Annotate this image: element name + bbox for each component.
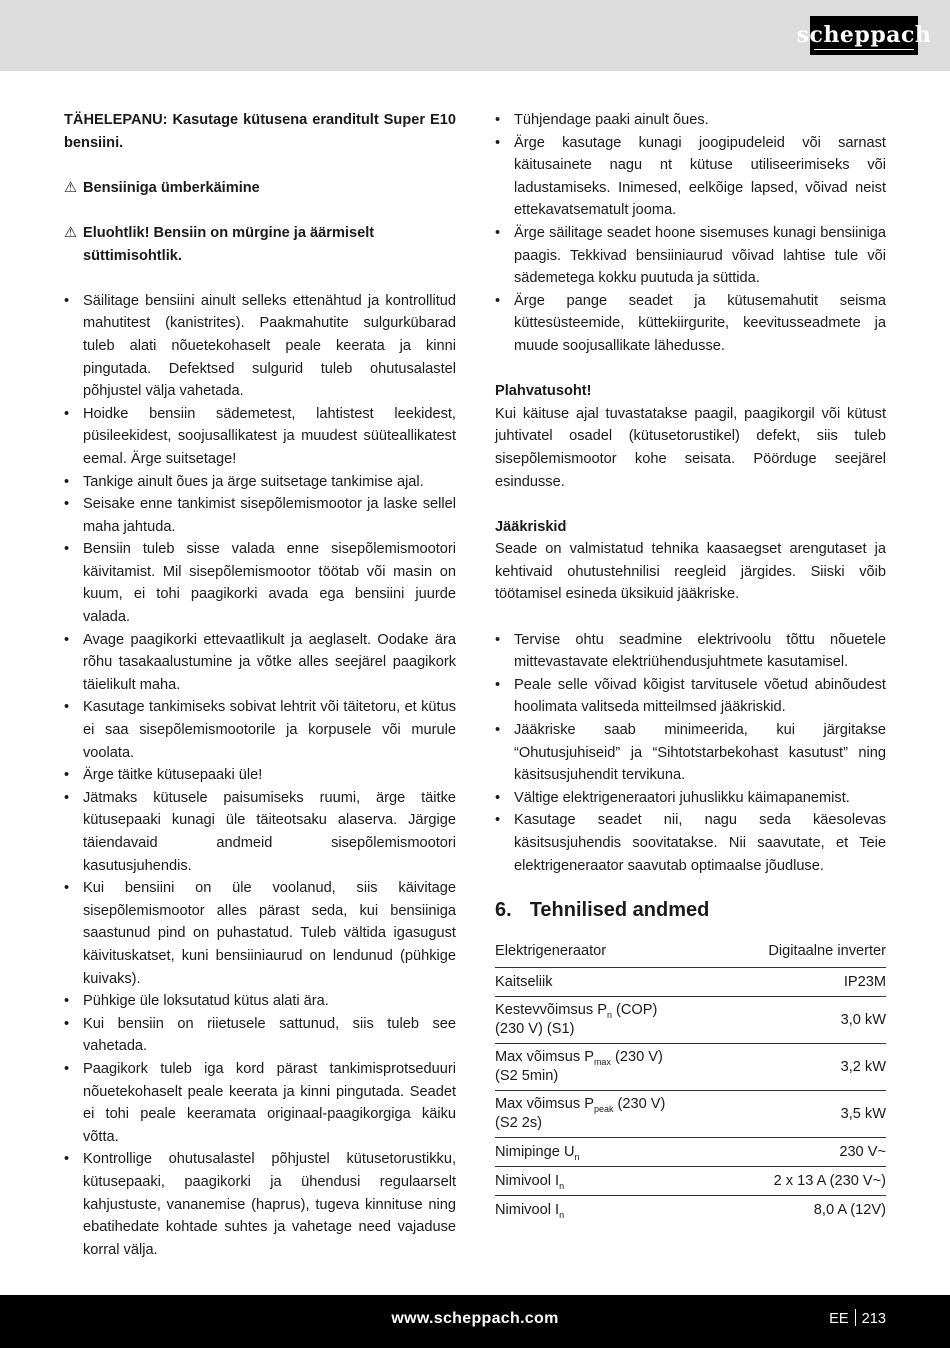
- table-row: [495, 1091, 886, 1138]
- storage-safety-list: [495, 109, 886, 358]
- list-item: • Ärge pange seadet ja kütusemahutit seisma küttesüsteemide, küttekiirgurite, keevitusseadmete ja muude soojusallikate lähedusse.: [495, 290, 886, 358]
- section-title: Tehnilised andmed: [529, 899, 710, 922]
- warning-triangle-icon: ⚠: [64, 224, 78, 241]
- table-row: [495, 942, 886, 968]
- spec-label: Kaitseliik: [495, 973, 553, 990]
- language-code: EE: [829, 1311, 849, 1327]
- explosion-text: Kui käituse ajal tuvastatakse paagil, paagikorgil või kütust juhtivatel osadel (kütusetorustikel) defekt, siis tuleb sisepõlemismootor kohe seisata. Pöörduge seejärel esindusse.: [495, 405, 886, 490]
- list-item: • Bensiin tuleb sisse valada enne sisepõlemismootori käivitamist. Mil sisepõlemismootor töötab või masin on kuum, ei tohi paagikorki avada ega bensiini juurde valada.: [64, 538, 456, 628]
- table-row: [495, 968, 886, 997]
- list-item: • Tühjendage paaki ainult õues.: [495, 109, 886, 132]
- spec-label: Max võimsus $P_{peak}$ (230 V) (S2 2s): [495, 1096, 666, 1132]
- section-heading: [495, 897, 886, 923]
- left-column: [64, 109, 456, 1261]
- list-item: • Ärge säilitage seadet hoone sisemuses kunagi bensiiniga paagis. Tekkivad bensiiniaurud võivad lahtise tule või sädemetega kokku puutuda ja süttida.: [495, 222, 886, 290]
- explosion-heading: Plahvatusoht!: [495, 383, 592, 400]
- right-column: [495, 109, 886, 1224]
- list-item: • Ärge kasutage kunagi joogipudeleid või sarnast käitusainete nagu nt kütuse utiliseerimiseks või ladustamiseks. Inimesed, eelkõige lapsed, võivad neist ettekavatsematult jooma.: [495, 132, 886, 222]
- spec-label: Max võimsus $P_{max}$ (230 V) (S2 5min): [495, 1049, 663, 1085]
- list-item: • Vältige elektrigeneraatori juhuslikku käimapanemist.: [495, 787, 886, 810]
- table-row: [495, 1138, 886, 1167]
- spec-value: 3,2 kW: [840, 1058, 886, 1075]
- list-item: • Tervise ohtu seadmine elektrivoolu tõttu nõuetele mittevastavate elektriühendusjuhtmete kasutamisel.: [495, 629, 886, 674]
- website-url: www.scheppach.com: [391, 1310, 559, 1327]
- list-item: • Tankige ainult õues ja ärge suitsetage tankimise ajal.: [64, 471, 456, 494]
- warning-handling-text: Bensiiniga ümberkäimine: [83, 179, 260, 196]
- fuel-safety-list: [64, 290, 456, 1262]
- warning-danger-heading: [64, 222, 456, 267]
- list-item: • Jätmaks kütusele paisumiseks ruumi, ärge täitke kütusepaaki kunagi üle täiteotsaku alaserva. Järgige täiendavaid andmeid sisepõlemismootori kasutusjuhendis.: [64, 787, 456, 877]
- list-item: • Kui bensiin on riietusele sattunud, siis tuleb see vahetada.: [64, 1013, 456, 1058]
- spec-label: Nimipinge $U_n$: [495, 1143, 580, 1162]
- spec-value: 3,5 kW: [840, 1105, 886, 1122]
- list-item: • Kasutage seadet nii, nagu seda käesolevas käsitsusjuhendis soovitatakse. Nii saavutate, et Teie elektrigeneraator saavutab optimaalse jõudluse.: [495, 809, 886, 877]
- spec-label: Elektrigeneraator: [495, 943, 607, 960]
- table-row: [495, 1167, 886, 1196]
- list-item: • Ärge täitke kütusepaaki üle!: [64, 764, 456, 787]
- list-item: • Pühkige üle loksutatud kütus alati ära.: [64, 990, 456, 1013]
- spec-value: 2 x 13 A (230 V~): [773, 1172, 886, 1189]
- spec-label: Kestevvõimsus $P_n$ (COP) (230 V) (S1): [495, 1002, 658, 1038]
- spec-value: 230 V~: [839, 1143, 886, 1160]
- section-number: 6.: [495, 899, 512, 922]
- header-bar: [0, 0, 950, 71]
- list-item: • Kontrollige ohutusalastel põhjustel kütusetorustikku, kütusepaaki, paagikorki ja ühendusi regulaarselt kahjustuste, vananemise (haprus), tugeva kinnituse ning ebatihedate kohtade suhtes ja vahetage need vajaduse korral välja.: [64, 1148, 456, 1261]
- list-item: • Paagikork tuleb iga kord pärast tankimisprotseduuri nõuetekohaselt peale keerata ja kinni pingutada. Seadet ei tohi peale keeramata originaal-paagikorgiga käiku võtta.: [64, 1058, 456, 1148]
- residual-risks-text: Seade on valmistatud tehnika kaasaegset arengutaset ja kehtivaid ohutustehnilisi reegleid järgides. Siiski võib töötamisel esineda üksikuid jääkriske.: [495, 541, 886, 603]
- attention-note: TÄHELEPANU: Kasutage kütusena eranditult Super E10 bensiini.: [64, 112, 456, 151]
- list-item: • Avage paagikorki ettevaatlikult ja aeglaselt. Oodake ära rõhu tasakaalustumine ja võtke alles seejärel paagikork täielikult maha.: [64, 629, 456, 697]
- list-item: • Säilitage bensiini ainult selleks ettenähtud ja kontrollitud mahutitest (kanistrites). Paakmahutite sulgurkübarad tuleb alati nõuetekohaselt peale keerata ja kinni pingutada. Defektsed sulgurid tuleb ohutusalastel põhjustel välja vahetada.: [64, 290, 456, 403]
- residual-risks-list: [495, 629, 886, 878]
- spec-value: 8,0 A (12V): [813, 1201, 886, 1218]
- table-row: [495, 1196, 886, 1225]
- list-item: • Kui bensiini on üle voolanud, siis käivitage sisepõlemismootor alles pärast seda, kui bensiiniga saastunud pind on puhastatud. Tuleb vältida igasugust käivituskatset, kuni bensiiniaurud on lendunud (pühkige kuivaks).: [64, 877, 456, 990]
- warning-handling-heading: [64, 177, 456, 200]
- list-item: • Hoidke bensiin sädemetest, lahtistest leekidest, püsileekidest, soojusallikatest ja muudest süüteallikatest eemal. Ärge suitsetage!: [64, 403, 456, 471]
- page-number: [829, 1308, 886, 1331]
- residual-risks-heading: Jääkriskid: [495, 518, 567, 535]
- divider: [855, 1309, 856, 1326]
- warning-triangle-icon: ⚠: [64, 179, 78, 196]
- spec-value: Digitaalne inverter: [768, 943, 886, 960]
- spec-label: Nimivool $I_n$: [495, 1201, 565, 1220]
- warning-danger-text: Eluohtlik! Bensiin on mürgine ja äärmiselt süttimisohtlik.: [83, 224, 375, 264]
- spec-value: IP23M: [843, 973, 886, 990]
- page-value: 213: [861, 1311, 886, 1327]
- list-item: • Seisake enne tankimist sisepõlemismootor ja laske sellel maha jahtuda.: [64, 493, 456, 538]
- spec-label: Nimivool $I_n$: [495, 1172, 565, 1191]
- list-item: • Peale selle võivad kõigist tarvitusele võetud abinõudest hoolimata valitseda mitteilmsed jääkriskid.: [495, 674, 886, 719]
- brand-logo: scheppach: [810, 16, 918, 55]
- spec-table: [495, 942, 886, 1224]
- list-item: • Jääkriske saab minimeerida, kui järgitakse “Ohutusjuhiseid” ja “Sihtotstarbekohast kasutust” ning käsitsusjuhendit tervikuna.: [495, 719, 886, 787]
- footer-bar: [0, 1295, 950, 1348]
- table-row: [495, 997, 886, 1044]
- spec-value: 3,0 kW: [840, 1011, 886, 1028]
- list-item: • Kasutage tankimiseks sobivat lehtrit või täitetoru, et kütus ei saa sisepõlemismootorile ja korpusele või murule voolata.: [64, 696, 456, 764]
- table-row: [495, 1044, 886, 1091]
